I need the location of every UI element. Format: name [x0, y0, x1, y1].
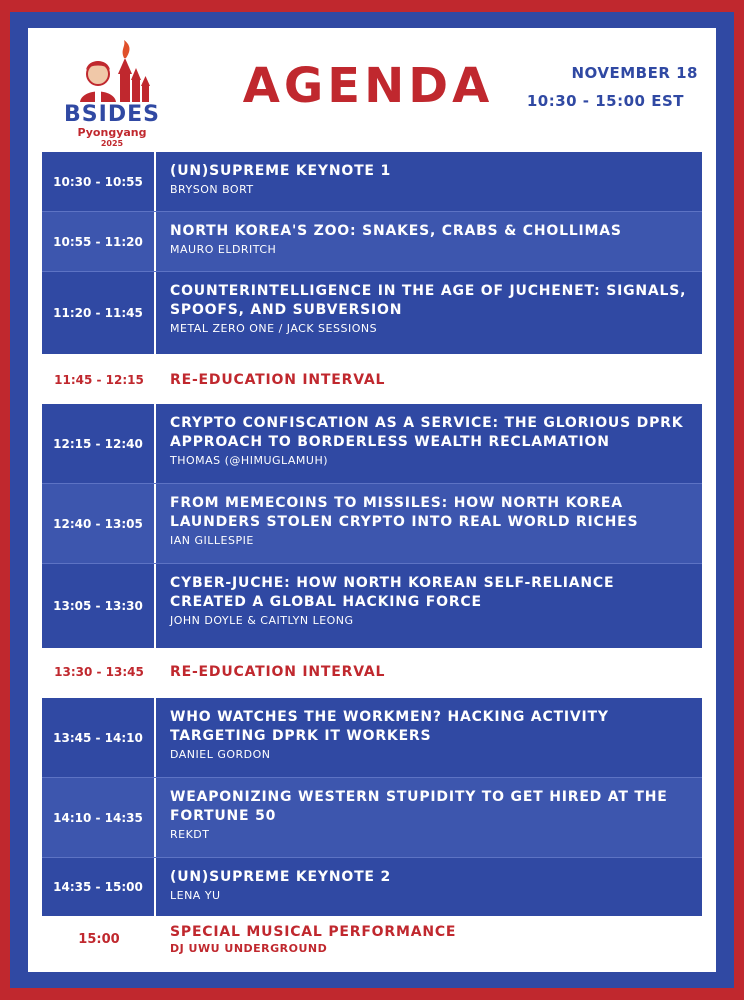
session-row — [42, 858, 702, 916]
session-title: COUNTERINTELLIGENCE IN THE AGE OF JUCHENET: SIGNALS, SPOOFS, AND SUBVERSION — [170, 283, 687, 318]
interval-label: RE-EDUCATION INTERVAL — [170, 372, 386, 388]
interval-row — [42, 658, 702, 686]
session-row — [42, 698, 702, 778]
page-title: AGENDA — [242, 58, 494, 114]
final-time: 15:00 — [78, 932, 120, 947]
event-date: NOVEMBER 18 — [571, 64, 698, 82]
session-time: 10:55 - 11:20 — [42, 212, 156, 271]
final-title: SPECIAL MUSICAL PERFORMANCE — [170, 924, 457, 940]
session-title: (UN)SUPREME KEYNOTE 1 — [170, 163, 392, 179]
bsides-logo — [62, 40, 162, 152]
interval-row — [42, 366, 702, 394]
session-time: 10:30 - 10:55 — [42, 152, 156, 211]
interval-time: 13:30 - 13:45 — [54, 665, 144, 679]
session-row — [42, 404, 702, 484]
interval-time: 11:45 - 12:15 — [54, 373, 144, 387]
session-time: 14:10 - 14:35 — [42, 778, 156, 857]
logo-wordmark: BSIDES — [64, 102, 160, 127]
session-block-1 — [42, 152, 702, 354]
palace-icon — [62, 40, 162, 110]
session-row — [42, 778, 702, 858]
session-row — [42, 212, 702, 272]
session-block-3 — [42, 698, 702, 916]
session-time: 14:35 - 15:00 — [42, 858, 156, 916]
session-row — [42, 484, 702, 564]
session-time: 12:15 - 12:40 — [42, 404, 156, 483]
session-title: WEAPONIZING WESTERN STUPIDITY TO GET HIRED AT THE FORTUNE 50 — [170, 789, 668, 824]
session-time: 13:45 - 14:10 — [42, 698, 156, 777]
poster-panel — [28, 28, 716, 972]
session-speaker: MAURO ELDRITCH — [170, 243, 277, 256]
final-performance-row — [42, 924, 702, 955]
interval-label: RE-EDUCATION INTERVAL — [170, 664, 386, 680]
session-title: CYBER-JUCHE: HOW NORTH KOREAN SELF-RELIANCE CREATED A GLOBAL HACKING FORCE — [170, 575, 615, 610]
session-speaker: IAN GILLESPIE — [170, 534, 254, 547]
session-speaker: LENA YU — [170, 889, 221, 902]
session-speaker: THOMAS (@HIMUGLAMUH) — [170, 454, 329, 467]
final-speaker: DJ UWU UNDERGROUND — [170, 942, 328, 955]
session-time: 12:40 - 13:05 — [42, 484, 156, 563]
logo-year: 2025 — [100, 139, 124, 148]
session-title: WHO WATCHES THE WORKMEN? HACKING ACTIVITY TARGETING DPRK IT WORKERS — [170, 709, 609, 744]
session-speaker: JOHN DOYLE & CAITLYN LEONG — [170, 614, 354, 627]
session-speaker: BRYSON BORT — [170, 183, 254, 196]
session-row — [42, 152, 702, 212]
session-speaker: REKDT — [170, 828, 210, 841]
session-title: FROM MEMECOINS TO MISSILES: HOW NORTH KOREA LAUNDERS STOLEN CRYPTO INTO REAL WORLD RICHES — [170, 495, 639, 530]
session-row — [42, 564, 702, 648]
session-title: NORTH KOREA'S ZOO: SNAKES, CRABS & CHOLLIMAS — [170, 223, 622, 239]
session-title: CRYPTO CONFISCATION AS A SERVICE: THE GLORIOUS DPRK APPROACH TO BORDERLESS WEALTH RECLAMATION — [170, 415, 684, 450]
session-title: (UN)SUPREME KEYNOTE 2 — [170, 869, 392, 885]
event-time-range: 10:30 - 15:00 EST — [526, 92, 684, 110]
session-time: 13:05 - 13:30 — [42, 564, 156, 648]
session-row — [42, 272, 702, 354]
session-speaker: DANIEL GORDON — [170, 748, 271, 761]
logo-city: Pyongyang — [77, 126, 147, 139]
session-block-2 — [42, 404, 702, 648]
session-speaker: METAL ZERO ONE / JACK SESSIONS — [170, 322, 378, 335]
session-time: 11:20 - 11:45 — [42, 272, 156, 354]
